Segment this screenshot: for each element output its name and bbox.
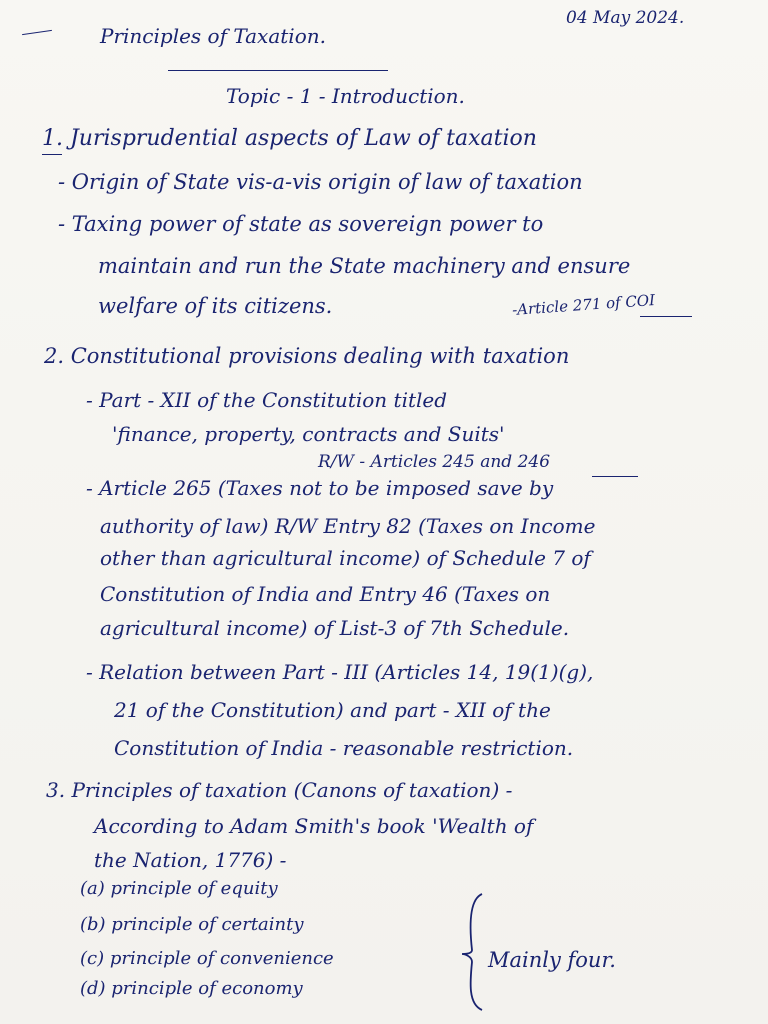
section2-point1-line3: R/W - Articles 245 and 246 (318, 452, 551, 472)
section2-point1-line2: 'finance, property, contracts and Suits' (112, 422, 505, 446)
title-underline (168, 70, 388, 71)
principle-item-d: (d) principle of economy (80, 978, 303, 999)
page-date: 04 May 2024. (566, 8, 685, 28)
topic-heading: Topic - 1 - Introduction. (226, 84, 465, 108)
section1-bullet2-line3: welfare of its citizens. (98, 294, 333, 318)
section1-bullet1: - Origin of State vis-a-vis origin of law of taxation (58, 170, 583, 194)
section2-point1-line1: - Part - XII of the Constitution titled (86, 388, 448, 412)
section3-line1: 3. Principles of taxation (Canons of taxation) - (46, 778, 513, 802)
section2-point3-line1: - Relation between Part - III (Articles 14, 19(1)(g), (86, 660, 594, 684)
principle-item-b: (b) principle of certainty (80, 914, 304, 935)
principle-item-c: (c) principle of convenience (80, 948, 334, 969)
principle-item-a: (a) principle of equity (80, 878, 278, 899)
section2-point3-line3: Constitution of India - reasonable restriction. (114, 736, 574, 760)
section1-bullet2-line2: maintain and run the State machinery and ensure (98, 254, 631, 278)
page-title: Principles of Taxation. (100, 24, 326, 48)
mainly-four-note: Mainly four. (488, 948, 616, 972)
article-246-underline (592, 476, 638, 477)
section2-point3-line2: 21 of the Constitution) and part - XII of the (114, 698, 551, 722)
side-note-underline (640, 316, 692, 317)
section2-side-note: -Article 271 of COI (511, 291, 656, 319)
section1-number-underline (42, 154, 62, 155)
section2-point2-line3: other than agricultural income) of Schedule 7 of (100, 546, 591, 570)
section2-heading: 2. Constitutional provisions dealing with taxation (44, 344, 570, 368)
section2-point2-line1: - Article 265 (Taxes not to be imposed save by (86, 476, 554, 500)
margin-scribble (22, 30, 52, 35)
section2-point2-line4: Constitution of India and Entry 46 (Taxes on (100, 582, 551, 606)
grouping-brace (460, 892, 490, 1012)
section1-bullet2-line1: - Taxing power of state as sovereign power to (58, 212, 544, 236)
section3-line2: According to Adam Smith's book 'Wealth of (94, 814, 534, 838)
section3-line3: the Nation, 1776) - (94, 848, 287, 872)
section2-point2-line5: agricultural income) of List-3 of 7th Schedule. (100, 616, 570, 640)
section1-heading: 1. Jurisprudential aspects of Law of taxation (42, 126, 537, 151)
section2-point2-line2: authority of law) R/W Entry 82 (Taxes on Income (100, 514, 596, 538)
